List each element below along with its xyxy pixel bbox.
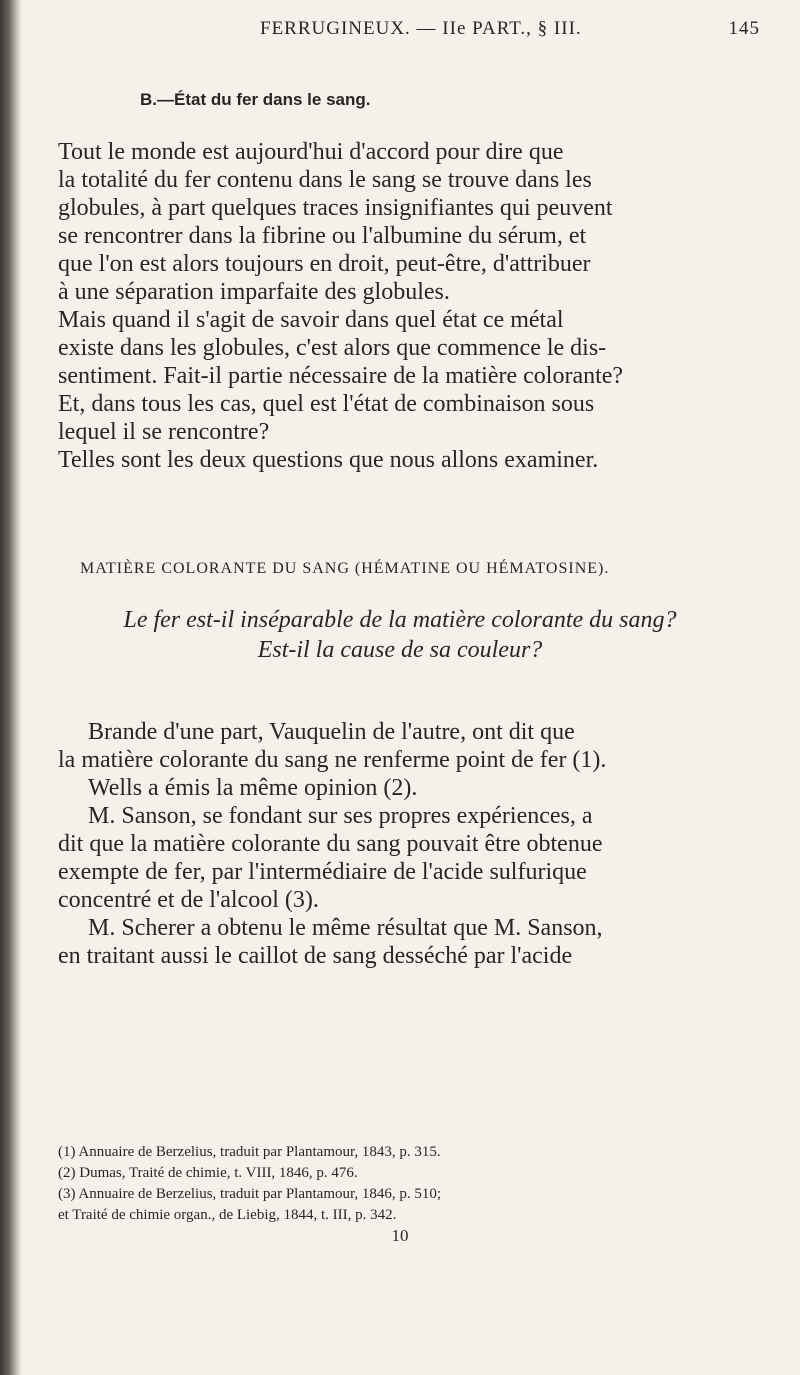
- section-title: B.—État du fer dans le sang.: [140, 90, 371, 109]
- footnotes: [58, 1142, 738, 1226]
- footnote: (2) Dumas, Traité de chimie, t. VIII, 1846, p. 476.: [58, 1165, 358, 1181]
- text-line: concentré et de l'alcool (3).: [58, 887, 319, 913]
- footnote: (1) Annuaire de Berzelius, traduit par Plantamour, 1843, p. 315.: [58, 1144, 441, 1160]
- footnote: (3) Annuaire de Berzelius, traduit par Plantamour, 1846, p. 510;: [58, 1186, 442, 1202]
- text-line: existe dans les globules, c'est alors que commence le dis-: [58, 335, 607, 361]
- text-line: M. Scherer a obtenu le même résultat que M. Sanson,: [88, 915, 603, 941]
- signature-mark: 10: [391, 1226, 409, 1245]
- text-line: sentiment. Fait-il partie nécessaire de la matière colorante?: [58, 363, 624, 389]
- text-line: en traitant aussi le caillot de sang desséché par l'acide: [58, 943, 573, 969]
- text-line: la totalité du fer contenu dans le sang se trouve dans les: [58, 167, 592, 193]
- text-line: lequel il se rencontre?: [58, 419, 270, 445]
- running-title: FERRUGINEUX. — IIe PART., § III.: [260, 18, 582, 39]
- text-line: Mais quand il s'agit de savoir dans quel état ce métal: [58, 307, 564, 333]
- text-line: Et, dans tous les cas, quel est l'état de combinaison sous: [58, 391, 595, 417]
- text-line: M. Sanson, se fondant sur ses propres expériences, a: [88, 803, 593, 829]
- body-block-2: [58, 718, 718, 970]
- footnote: et Traité de chimie organ., de Liebig, 1844, t. III, p. 342.: [58, 1207, 397, 1223]
- text-line: Telles sont les deux questions que nous allons examiner.: [58, 447, 599, 473]
- text-line: Brande d'une part, Vauquelin de l'autre, ont dit que: [88, 719, 575, 745]
- text-line: Tout le monde est aujourd'hui d'accord pour dire que: [58, 139, 564, 165]
- text-line: à une séparation imparfaite des globules.: [58, 279, 450, 305]
- running-head: [260, 18, 780, 40]
- text-line: exempte de fer, par l'intermédiaire de l'acide sulfurique: [58, 859, 587, 885]
- text-line: globules, à part quelques traces insignifiantes qui peuvent: [58, 195, 613, 221]
- text-line: Wells a émis la même opinion (2).: [88, 775, 418, 801]
- text-line: se rencontrer dans la fibrine ou l'albumine du sérum, et: [58, 223, 587, 249]
- question-line-2: Est-il la cause de sa couleur?: [257, 637, 543, 663]
- text-line: que l'on est alors toujours en droit, peut-être, d'attribuer: [58, 251, 591, 277]
- text-line: dit que la matière colorante du sang pouvait être obtenue: [58, 831, 603, 857]
- body-block-1: [58, 138, 718, 474]
- question-line-1: Le fer est-il inséparable de la matière colorante du sang?: [123, 607, 677, 633]
- text-line: la matière colorante du sang ne renferme point de fer (1).: [58, 747, 607, 773]
- subheading: MATIÈRE COLORANTE DU SANG (HÉMATINE OU HÉMATOSINE).: [80, 560, 610, 577]
- page-number: 145: [728, 18, 760, 39]
- italic-question: [60, 605, 740, 665]
